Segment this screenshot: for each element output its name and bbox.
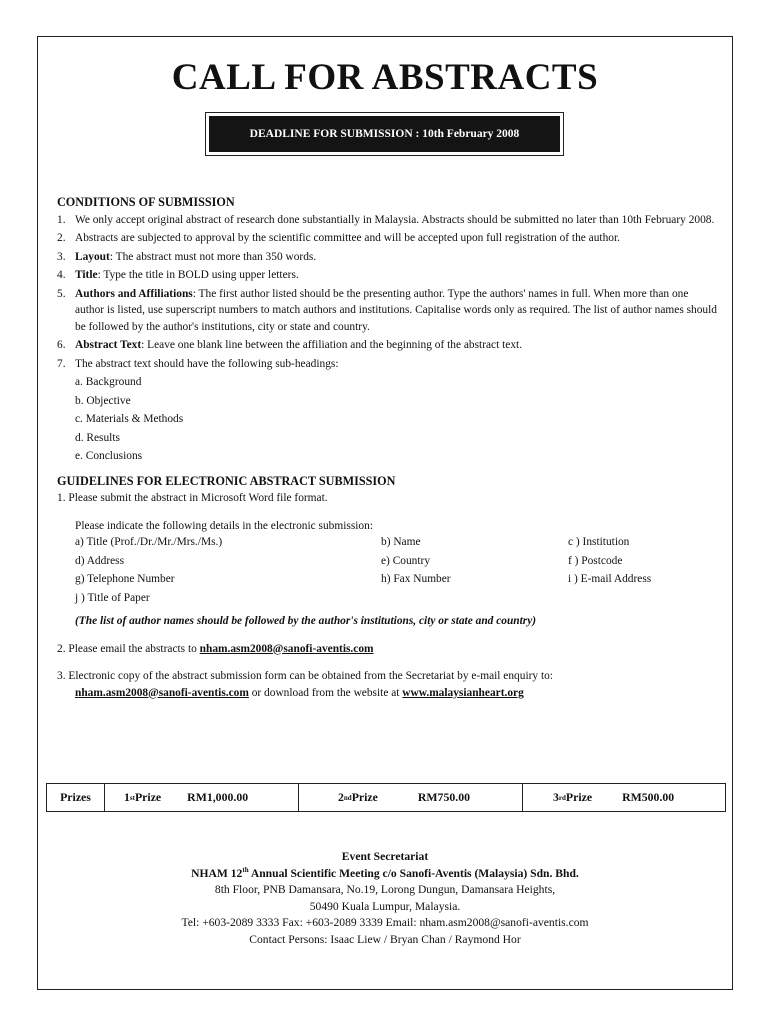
guideline-item-3: 3. Electronic copy of the abstract submission form can be obtained from the Secretariat by e-mail enquiry to: nham.asm2008@sanofi-aventis.com or download from the website at www.malaysianheart.org bbox=[57, 670, 553, 699]
details-grid bbox=[57, 534, 717, 606]
second-prize-amount: RM750.00 bbox=[417, 790, 471, 804]
page-title: CALL FOR ABSTRACTS bbox=[171, 57, 599, 98]
detail-item: i ) E-mail Address bbox=[568, 573, 652, 585]
third-prize-cell: 3 rd Prize RM500.00 bbox=[522, 784, 725, 811]
third-prize-amount: RM500.00 bbox=[622, 790, 675, 804]
detail-item: h) Fax Number bbox=[381, 573, 451, 585]
condition-item: 7. The abstract text should have the following sub-headings: bbox=[57, 357, 339, 370]
guidelines-heading: GUIDELINES FOR ELECTRONIC ABSTRACT SUBMISSION bbox=[57, 473, 396, 488]
condition-label: Authors and Affiliations bbox=[75, 287, 193, 300]
secretariat-persons: Contact Persons: Isaac Liew / Bryan Chan / Raymond Hor bbox=[249, 932, 521, 946]
secretariat-heading: Event Secretariat bbox=[341, 850, 429, 863]
first-prize-cell: 1 st Prize RM1,000.00 bbox=[104, 784, 298, 811]
author-note: (The list of author names should be followed by the author's institutions, city or state and country) bbox=[75, 615, 537, 627]
event-secretariat bbox=[0, 849, 770, 949]
condition-item: 5. Authors and Affiliations: The first author listed should be the presenting author. Type the authors' names in full. When more than one author is listed, use superscript numbers to match authors and institutions. Capitalise words only as required. The list of author names should be followed by the author's institutions, city or state and country. bbox=[57, 287, 717, 333]
condition-label: Title bbox=[75, 269, 98, 281]
secretariat-address-1: 8th Floor, PNB Damansara, No.19, Lorong Dungun, Damansara Heights, bbox=[214, 883, 556, 897]
deadline-text: DEADLINE FOR SUBMISSION : 10th February 2008 bbox=[209, 116, 560, 152]
website-link[interactable]: www.malaysianheart.org bbox=[402, 686, 524, 699]
condition-label: Layout bbox=[75, 250, 110, 263]
secretariat-organizer: NHAM 12th Annual Scientific Meeting c/o Sanofi-Aventis (Malaysia) Sdn. Bhd. bbox=[191, 865, 579, 880]
condition-item: 2. Abstracts are subjected to approval by the scientific committee and will be accepted upon full registration of the author. bbox=[57, 232, 620, 244]
detail-item: g) Telephone Number bbox=[75, 573, 175, 585]
indicate-text: Please indicate the following details in the electronic submission: bbox=[75, 519, 373, 532]
subheading-item: e. Conclusions bbox=[75, 450, 143, 462]
first-prize-amount: RM1,000.00 bbox=[187, 790, 249, 804]
email-link[interactable]: nham.asm2008@sanofi-aventis.com bbox=[199, 642, 374, 655]
subheading-item: c. Materials & Methods bbox=[75, 413, 184, 425]
condition-label: Abstract Text bbox=[75, 339, 142, 351]
detail-item: d) Address bbox=[75, 554, 125, 567]
subheading-item: d. Results bbox=[75, 431, 120, 444]
condition-item: 1. We only accept original abstract of research done substantially in Malaysia. Abstracts should be submitted no later than 10th February 2008. bbox=[57, 213, 715, 226]
prizes-label: Prizes bbox=[60, 790, 91, 804]
detail-item: j ) Title of Paper bbox=[75, 591, 150, 604]
subheading-item: b. Objective bbox=[75, 394, 131, 407]
detail-item: f ) Postcode bbox=[568, 554, 623, 567]
detail-item: e) Country bbox=[381, 554, 431, 567]
email-link-2[interactable]: nham.asm2008@sanofi-aventis.com bbox=[75, 686, 249, 699]
condition-item: 3. Layout: The abstract must not more than 350 words. bbox=[57, 250, 317, 263]
detail-item: c ) Institution bbox=[568, 536, 630, 548]
secretariat-contact: Tel: +603-2089 3333 Fax: +603-2089 3339 Email: nham.asm2008@sanofi-aventis.com bbox=[181, 916, 589, 930]
condition-item: 4. Title: Type the title in BOLD using upper letters. bbox=[57, 269, 299, 281]
second-prize-cell: 2 nd Prize RM750.00 bbox=[298, 784, 522, 811]
detail-item: a) Title (Prof./Dr./Mr./Mrs./Ms.) bbox=[75, 536, 223, 548]
secretariat-address-2: 50490 Kuala Lumpur, Malaysia. bbox=[309, 899, 461, 913]
subheadings-list bbox=[57, 374, 717, 465]
conditions-list bbox=[57, 212, 717, 373]
deadline-box bbox=[205, 112, 564, 156]
conditions-heading: CONDITIONS OF SUBMISSION bbox=[57, 195, 235, 209]
guideline-item-2: 2. Please email the abstracts to nham.asm2008@sanofi-aventis.com bbox=[57, 642, 374, 655]
guideline-item-1: 1. Please submit the abstract in Microsoft Word file format. bbox=[57, 492, 328, 504]
main-content bbox=[57, 194, 717, 701]
subheading-item: a. Background bbox=[75, 376, 142, 388]
prizes-table bbox=[46, 783, 726, 812]
condition-item: 6. Abstract Text: Leave one blank line between the affiliation and the beginning of the abstract text. bbox=[57, 339, 523, 351]
detail-item: b) Name bbox=[381, 536, 421, 548]
